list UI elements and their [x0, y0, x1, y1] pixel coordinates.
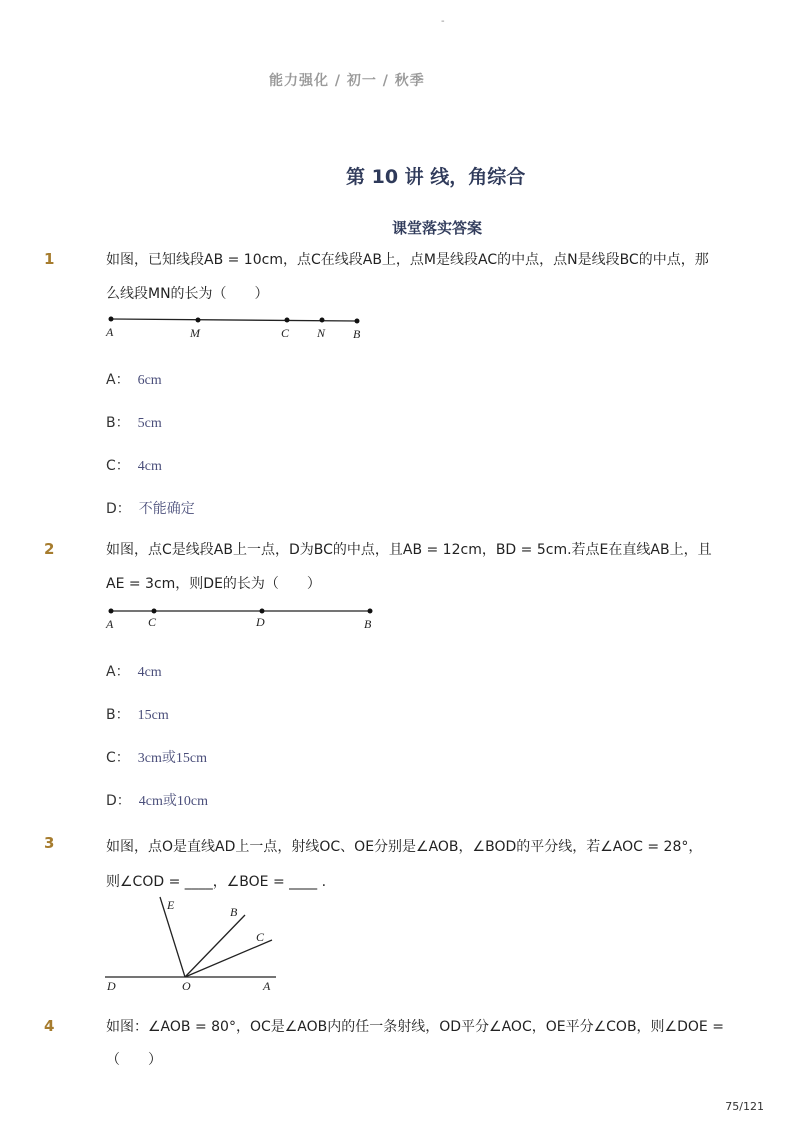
question-1-option-a[interactable] [106, 369, 162, 389]
ray-ob [185, 915, 245, 977]
question-1-text-line2: 么线段MN的长为（ ） [106, 286, 269, 302]
question-3-figure [100, 893, 290, 993]
question-2-number: 2 [44, 540, 55, 558]
option-label: B： [106, 415, 130, 431]
page-header: 能力强化 / 初一 / 秋季 [269, 73, 425, 89]
label-b: B [230, 905, 238, 919]
label-c: C [256, 930, 265, 944]
point-c [152, 609, 157, 614]
label-a: A [263, 979, 271, 993]
page-number: 75/121 [725, 1100, 764, 1113]
option-label: A： [106, 664, 130, 680]
point-c [285, 318, 290, 323]
question-1-text-line1: 如图，已知线段AB = 10cm，点C在线段AB上，点M是线段AC的中点，点N是线段BC的中点，那 [106, 252, 709, 268]
option-value: 5cm [137, 416, 162, 431]
point-m [196, 318, 201, 323]
option-value: 3cm或15cm [137, 751, 207, 766]
question-2-option-a[interactable] [106, 661, 162, 681]
question-4-number: 4 [44, 1017, 55, 1035]
question-1-option-b[interactable] [106, 412, 162, 432]
option-label: B： [106, 707, 130, 723]
label-o: O [182, 979, 191, 993]
point-b [368, 609, 373, 614]
label-n: N [317, 326, 326, 340]
label-c: C [281, 326, 290, 340]
ray-oc [185, 940, 272, 977]
question-2-text-line2: AE = 3cm，则DE的长为（ ） [106, 576, 321, 592]
option-value: 4cm [137, 665, 162, 680]
point-a [109, 609, 114, 614]
point-a [109, 317, 114, 322]
question-3-number: 3 [44, 834, 55, 852]
label-d: D [256, 615, 265, 629]
option-label: A： [106, 372, 130, 388]
label-b: B [353, 327, 361, 341]
option-value: 15cm [137, 708, 169, 723]
lesson-title: 第 10 讲 线，角综合 [346, 166, 526, 188]
section-subtitle: 课堂落实答案 [392, 219, 483, 237]
question-1-number: 1 [44, 250, 55, 268]
option-value: 4cm [137, 459, 162, 474]
option-label: C： [106, 458, 130, 474]
question-1-figure [100, 308, 370, 344]
label-c: C [148, 615, 157, 629]
point-b [355, 319, 360, 324]
question-1-option-c[interactable] [106, 455, 162, 475]
question-3-text-line2: 则∠COD = ____，∠BOE = ____ . [106, 874, 327, 890]
question-2-option-b[interactable] [106, 704, 169, 724]
page-marker: - [441, 16, 445, 27]
question-4-text-line2: （ ） [106, 1052, 162, 1068]
label-a: A [106, 617, 114, 631]
label-d: D [107, 979, 116, 993]
option-label: D： [106, 501, 131, 517]
option-label: C： [106, 750, 130, 766]
option-value: 不能确定 [138, 501, 195, 517]
question-3-text-line1: 如图，点O是直线AD上一点，射线OC、OE分别是∠AOB，∠BOD的平分线，若∠AOC = 28°， [106, 839, 703, 855]
label-e: E [167, 898, 175, 912]
option-value: 6cm [137, 373, 162, 388]
question-2-figure [100, 600, 385, 636]
question-2-text-line1: 如图，点C是线段AB上一点，D为BC的中点，且AB = 12cm，BD = 5cm.若点E在直线AB上，且 [106, 542, 712, 558]
label-b: B [364, 617, 372, 631]
label-m: M [190, 326, 200, 340]
option-label: D： [106, 793, 131, 809]
point-n [320, 318, 325, 323]
option-value: 4cm或10cm [138, 794, 208, 809]
label-a: A [106, 325, 114, 339]
question-2-option-d[interactable] [106, 790, 208, 810]
question-2-option-c[interactable] [106, 747, 207, 767]
question-4-text-line1: 如图：∠AOB = 80°，OC是∠AOB内的任一条射线，OD平分∠AOC，OE平分∠COB，则∠DOE = [106, 1019, 724, 1035]
point-d [260, 609, 265, 614]
question-1-option-d[interactable] [106, 498, 195, 518]
